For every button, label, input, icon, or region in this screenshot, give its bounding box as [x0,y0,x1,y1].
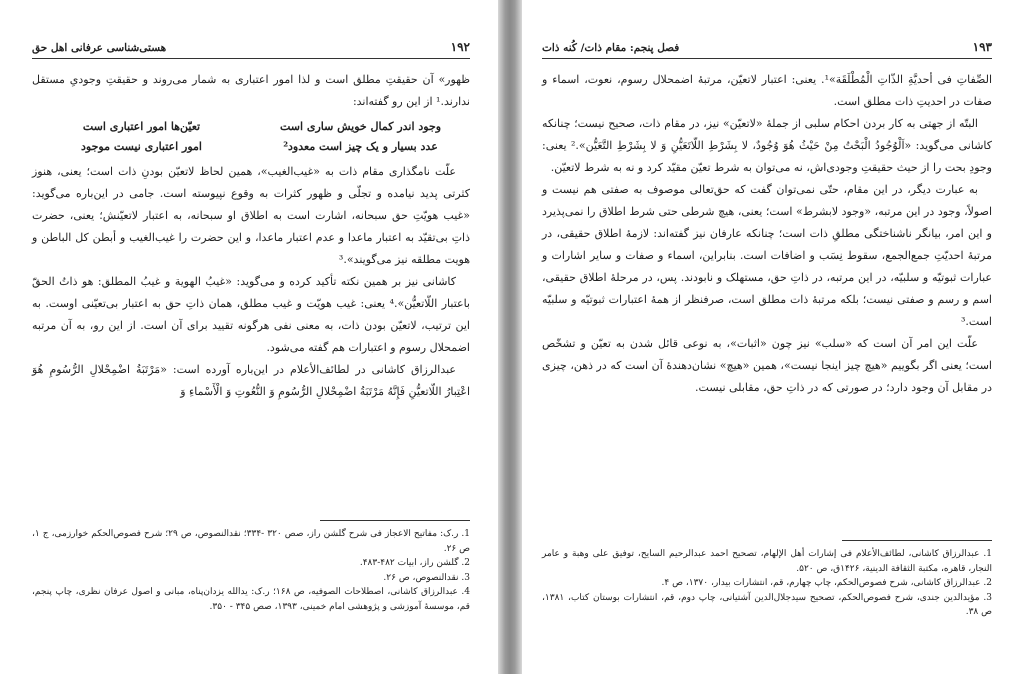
paragraph: البتّه از جهتی به کار بردن احکام سلبی از جملهٔ «لاتعیّن» نیز، در مقام ذات، صحیح نیست؛ چنانکه کاشانی می‌گوید: «اَلْوُجُودُ الْبَحْتُ مِنْ حَیْثُ هُوَ وُجُودٌ، لا بِشَرْطِ اللّاتَعَیُّنِ وَ لا بِشَرْطِ التَّعَیُّن».² یعنی: وجودِ بحت را از حیث حقیقتِ وجودی‌اش، نه می‌توان به شرط تعیّن مقیّد کرد و نه به شرط لاتعیّن. [542,117,992,174]
footnote: 3. مؤیدالدین جندی، شرح فصوص‌الحکم، تصحیح سیدجلال‌الدین آشتیانی، چاپ دوم، قم، انتشارات بوستان کتاب، ۱۳۸۱، ص ۳۸. [542,592,992,617]
paragraph: ظهور» آن حقیقتِ مطلق است و لذا امور اعتباری به شمار می‌روند و حقیقتِ وجودیِ مستقل ندارند.¹ از این رو گفته‌اند: [32,73,470,108]
paragraph: علّت نامگذاری مقام ذات به «غیب‌الغیب»، همین لحاظ لاتعیّن بودنِ ذات است؛ یعنی، هنوز کثرتی پدید نیامده و تجلّی و ظهور کثرات به وقوع نپیوسته است. جامی در این‌باره می‌گوید: «غیب هویّتِ حق سبحانه، اشارت است به اطلاق او سبحانه، به اعتبار لاتعیّنش؛ یعنی، حضرت ذاتِ بی‌تقیّد به اعتبار ماعدا و عدم اعتبار ماعدا، و این حضرت را غیب‌الغیب و أبطن کل الباطن و هویت مطلقه نیز می‌گویند».³ [32,165,470,266]
footnote: 2. گلشن راز، ابیات ۴۸۲-۴۸۳. [359,558,470,568]
paragraph: عبدالرزاق کاشانی در لطائف‌الأعلام در این‌باره آورده است: «مَرْتَبَةُ اضْمِحْلالِ الرُّسُومِ هُوَ اعْتِبارُ اللّاتعیُّنِ فَإِنَّهُ مَرْتَبَةُ اضْمِحْلالِ الرُّسُومِ وَ النُّعُوتِ وَ الْأَسْماءِ وَ [32,363,470,398]
footnote: 1. عبدالرزاق کاشانی، لطائف‌الأعلام فی إشارات أهل الإلهام، تصحیح احمد عبدالرحیم السایح، توفیق علی وهبة و عامر النجار، قاهره، مکتبة الثقافة الدینیة، ۱۴۲۶ق، ص ۵۲۰. [542,549,992,574]
page-header [542,40,992,59]
paragraph: کاشانی نیز بر همین نکته تأکید کرده و می‌گوید: «غیبُ الهویة و غیبُ المطلق: هو ذاتُ الحقّ باعتبار اللّاتعیُّن».⁴ یعنی: غیب هویّت و غیب مطلق، همان ذاتِ حق به اعتبار بی‌تعیّنی اوست. به این ترتیب، لاتعیّن بودن ذات، به معنی نفی هرگونه تقیید برای آن است. از این رو، به آن مرتبه اضمحلال رسوم و اعتبارات هم گفته می‌شود. [32,275,470,354]
footnote-separator [320,520,470,521]
verse-hemistich: تعیّن‌ها امور اعتباری است [82,120,201,133]
footnotes [542,540,992,620]
paragraph: علّت این امر آن است که «سلب» نیز چون «اثبات»، به نوعی قائل شدن به تعیّن و تشخّص است؛ یعنی اگر بگوییم «هیچ چیز اینجا نیست»، همین «هیچ» نشان‌دهندهٔ آن است که در ذهن، چیزی در مقابل آن وجود دارد؛ در صورتی که در ذاتِ حق، مقابلی نیست. [542,337,992,394]
verse-hemistich: وجود اندر کمال خویش ساری است [279,120,442,133]
verse-hemistich: امور اعتباری نیست موجود [81,140,202,153]
footnote: 1. ر.ک: مفاتیح الاعجاز فی شرح گلشن راز، صص ۳۲۰ -۳۳۴؛ نقدالنصوص، ص ۲۹؛ شرح فصوص‌الحکم خوارزمی، ج ۱، ص ۲۶. [32,529,470,554]
verse-hemistich: عدد بسیار و یک چیز است معدود² [283,140,438,153]
footnote: 2. عبدالرزاق کاشانی، شرح فصوص‌الحکم، چاپ چهارم، قم، انتشارات بیدار، ۱۳۷۰، ص ۴. [661,578,992,588]
footnote: 3. نقدالنصوص، ص ۲۶. [383,572,470,583]
running-title: فصل پنجم: مقام ذات/ کُنه ذات [542,42,680,54]
page-header [32,40,470,59]
page-number: ۱۹۳ [972,40,992,54]
running-title: هستی‌شناسی عرفانی اهل حق [32,42,167,54]
page-gutter [498,0,522,674]
page-193 [528,0,1016,674]
poem-verses [32,115,470,159]
footnote-separator [842,540,992,541]
page-number: ۱۹۲ [450,40,470,54]
footnotes [32,520,470,614]
footnote: 4. عبدالرزاق کاشانی، اصطلاحات الصوفیه، ص ۱۶۸؛ ر.ک: یدالله یزدان‌پناه، مبانی و اصول عرفان نظری، چاپ پنجم، قم، موسسهٔ آموزشی و پژوهشی امام خمینی، ۱۳۹۳، صص ۳۴۵ - ۳۵۰. [32,587,470,612]
paragraph: به عبارت دیگر، در این مقام، حتّی نمی‌توان گفت که حق‌تعالی موصوف به صفتی هم نیست و اصولاً، وجود در این مرتبه، «وجود لابشرط» است؛ یعنی، هیچ شرطی حتی شرط اطلاق را نمی‌پذیرد و این امر، بیانگر ناشناختگی مطلقِ ذات است؛ چنانکه عارفان نیز گفته‌اند: لازمهٔ اطلاق حقیقی، در مرتبهٔ احدیّتِ جمع‌الجمع، سقوط نِسَب و اضافات است. بنابراین، اسماء و صفات و سایر اشارات و عبارات ثبوتیّه و سلبیّه، در این مرتبه، در ذاتِ حق، مستهلک و نابودند. پس، در مرحلهٔ اطلاق حقیقی، اسم و رسم و صفتی نیست؛ بلکه مرتبهٔ ذات مطلق است، صرفنظر از همهٔ اعتبارات ثبوتیّه و سلبیّه است.³ [542,183,992,328]
paragraph: الصِّفاتِ فی أحدیَّةِ الذّاتِ الْمُطْلَقَة»¹. یعنی: اعتبار لاتعیّن، مرتبهٔ اضمحلال رسوم، نعوت، اسماء و صفات در احدیتِ ذات مطلق است. [542,73,993,108]
page-192 [14,0,492,674]
